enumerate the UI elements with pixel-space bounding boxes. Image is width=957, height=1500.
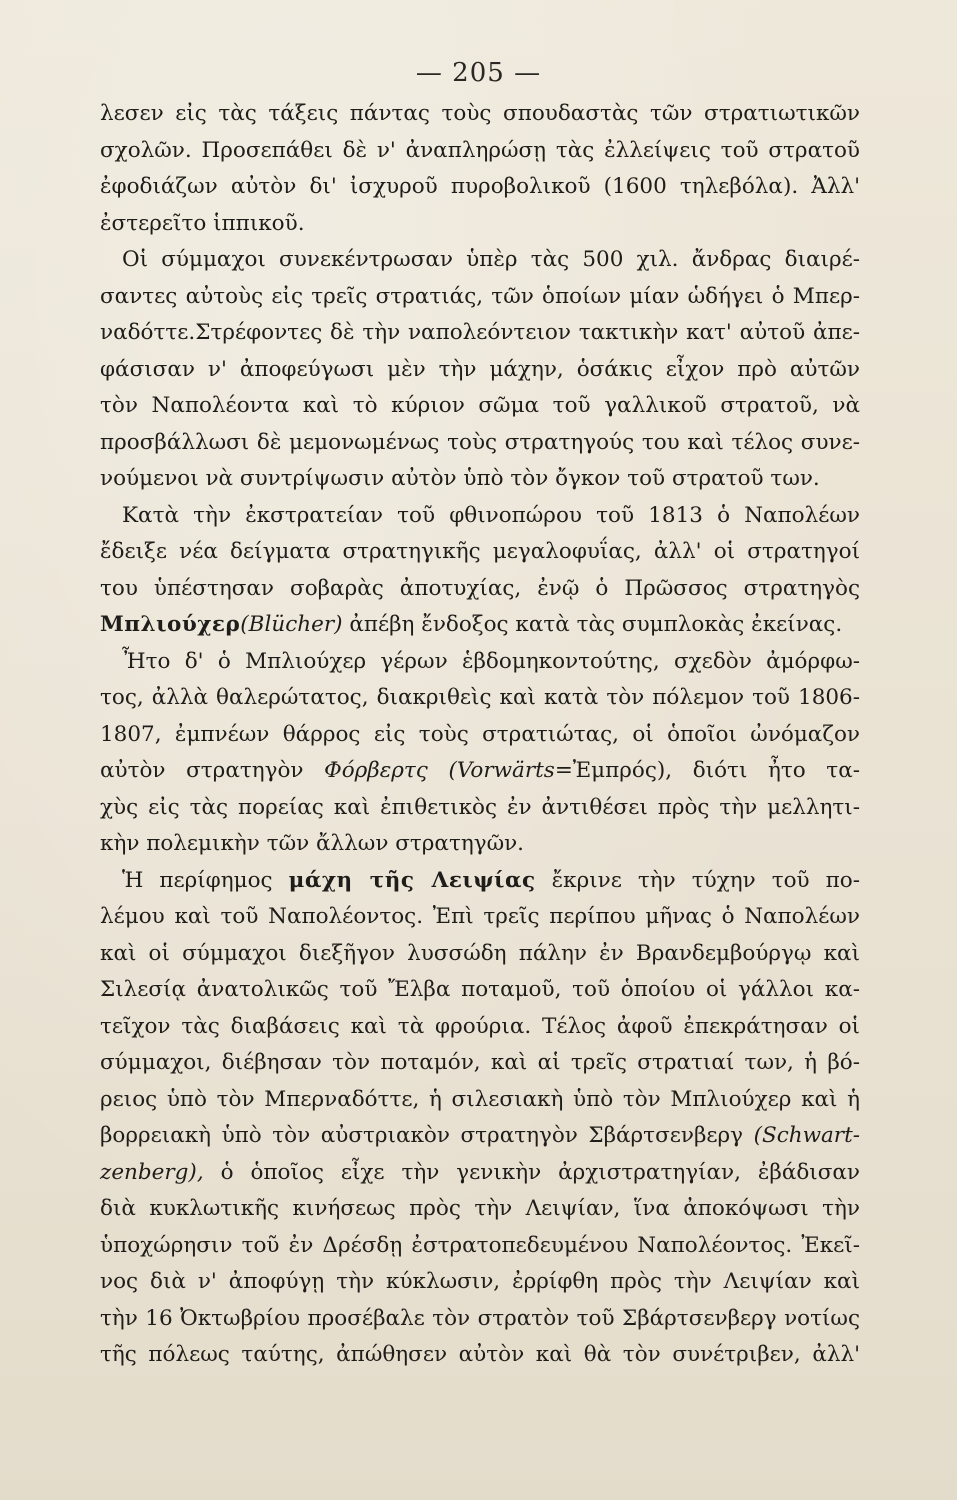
body-text [100,96,860,1374]
text-line: λεσεν εἰς τὰς τάξεις πάντας τοὺς σπουδαστὰς τῶν στρατιωτικῶν [100,101,860,126]
text-line [100,607,860,644]
text-line: νος διὰ ν' ἀποφύγῃ τὴν κύκλωσιν, ἐρρίφθη πρὸς τὴν Λειψίαν καὶ [100,1269,860,1294]
name-vorwarts-greek: Φόρβερτς [324,758,428,783]
text-line: ναδόττε.Στρέφοντες δὲ τὴν ναπολεόντειον τακτικὴν κατ' αὐτοῦ ἀπε- [100,320,860,345]
text-segment: αὐτὸν στρατηγὸν [100,758,304,783]
text-line [100,863,860,900]
text-line: λέμου καὶ τοῦ Ναπολέοντος. Ἐπὶ τρεῖς περίπου μῆνας ὁ Ναπολέων [100,904,860,929]
text-line: τος, ἀλλὰ θαλερώτατος, διακριθεὶς καὶ κατὰ τὸν πόλεμον τοῦ 1806- [100,685,860,710]
text-segment: ἔκρινε τὴν τύχην τοῦ πο- [551,867,860,893]
text-line: του ὑπέστησαν σοβαρὰς ἀποτυχίας, ἐνῷ ὁ Πρῶσσος στρατηγὸς [100,575,860,601]
text-line: Οἱ σύμμαχοι συνεκέντρωσαν ὑπὲρ τὰς 500 χιλ. ἄνδρας διαιρέ- [122,247,860,272]
text-line [100,753,860,790]
text-line: τῆς πόλεως ταύτης, ἀπώθησεν αὐτὸν καὶ θὰ τὸν συνέτριβεν, ἀλλ' [100,1342,860,1367]
text-line: ἐφοδιάζων αὐτὸν δι' ἰσχυροῦ πυροβολικοῦ (1600 τηλεβόλα). Ἀλλ' [100,174,860,199]
text-line [100,1118,860,1155]
text-line: σχολῶν. Προσεπάθει δὲ ν' ἀναπληρώσῃ τὰς ἐλλείψεις τοῦ στρατοῦ [100,137,860,163]
text-line: προσβάλλωσι δὲ μεμονωμένως τοὺς στρατηγούς του καὶ τέλος συνε- [100,429,860,455]
text-line: χὺς εἰς τὰς πορείας καὶ ἐπιθετικὸς ἐν ἀντιθέσει πρὸς τὴν μελλητι- [100,794,860,820]
text-line: σύμμαχοι, διέβησαν τὸν ποταμόν, καὶ αἱ τρεῖς στρατιαί των, ἡ βό- [100,1050,860,1075]
text-segment: Ἡ περίφημος [122,867,273,893]
text-line: ρειος ὑπὸ τὸν Μπερναδόττε, ἡ σιλεσιακὴ ὑπὸ τὸν Μπλιούχερ καὶ ἡ [100,1086,860,1112]
text-line: κὴν πολεμικὴν τῶν ἄλλων στρατηγῶν. [100,831,525,856]
text-line: καὶ οἱ σύμμαχοι διεξῆγον λυσσώδη πάλην ἐν Βρανδεμβούργῳ καὶ [100,940,860,966]
text-line [100,1155,860,1192]
text-line: ἐστερεῖτο ἱππικοῦ. [100,210,305,236]
text-line: ἔδειξε νέα δείγματα στρατηγικῆς μεγαλοφυΐας, ἀλλ' οἱ στρατηγοί [100,539,860,564]
battle-of-leipzig: μάχη τῆς Λειψίας [288,867,536,893]
text-segment: ὁ ὁποῖος εἶχε τὴν γενικὴν ἀρχιστρατηγίαν, ἐβάδισαν [220,1159,860,1185]
page-number: — 205 — [415,58,542,88]
text-line: τεῖχον τὰς διαβάσεις καὶ τὰ φρούρια. Τέλος ἀφοῦ ἐπεκράτησαν οἱ [100,1013,860,1039]
name-vorwarts-latin: (Vorwärts [448,758,555,783]
text-line: Σιλεσίᾳ ἀνατολικῶς τοῦ Ἔλβα ποταμοῦ, τοῦ ὁποίου οἱ γάλλοι κα- [100,977,860,1002]
text-line: Κατὰ τὴν ἐκστρατείαν τοῦ φθινοπώρου τοῦ 1813 ὁ Ναπολέων [122,502,860,528]
text-line: τὸν Ναπολέοντα καὶ τὸ κύριον σῶμα τοῦ γαλλικοῦ στρατοῦ, νὰ [100,393,860,418]
text-segment: ἀπέβη ἔνδοξος κατὰ τὰς συμπλοκὰς ἐκείνας. [349,612,843,637]
text-line: Ἦτο δ' ὁ Μπλιούχερ γέρων ἑβδομηκοντούτης, σχεδὸν ἀμόρφω- [122,648,860,674]
text-line: ὑποχώρησιν τοῦ ἐν Δρέσδῃ ἐστρατοπεδευμένου Ναπολέοντος. Ἐκεῖ- [100,1232,860,1258]
text-line: φάσισαν ν' ἀποφεύγωσι μὲν τὴν μάχην, ὁσάκις εἶχον πρὸ αὐτῶν [100,356,860,382]
name-blucher-latin: (Blücher) [240,612,343,637]
text-line: νούμενοι νὰ συντρίψωσιν αὐτὸν ὑπὸ τὸν ὄγκον τοῦ στρατοῦ των. [100,466,820,491]
text-line: 1807, ἐμπνέων θάρρος εἰς τοὺς στρατιώτας, οἱ ὁποῖοι ὠνόμαζον [100,721,860,747]
text-segment: =Ἐμπρός), διότι ἦτο τα- [554,758,860,783]
name-schwartzenberg-latin: zenberg), [100,1159,204,1185]
name-schwartzenberg-latin: (Schwart- [753,1123,860,1148]
text-segment: βορρειακὴ ὑπὸ τὸν αὐστριακὸν στρατηγὸν Σβάρτσενβεργ [100,1123,744,1148]
text-line: σαντες αὐτοὺς εἰς τρεῖς στρατιάς, τῶν ὁποίων μίαν ὡδήγει ὁ Μπερ- [100,283,860,309]
text-line: τὴν 16 Ὀκτωβρίου προσέβαλε τὸν στρατὸν τοῦ Σβάρτσενβεργ νοτίως [100,1305,860,1331]
name-blucher-greek: Μπλιούχερ [100,612,241,637]
text-line: διὰ κυκλωτικῆς κινήσεως πρὸς τὴν Λειψίαν, ἵνα ἀποκόψωσι τὴν [100,1196,860,1221]
